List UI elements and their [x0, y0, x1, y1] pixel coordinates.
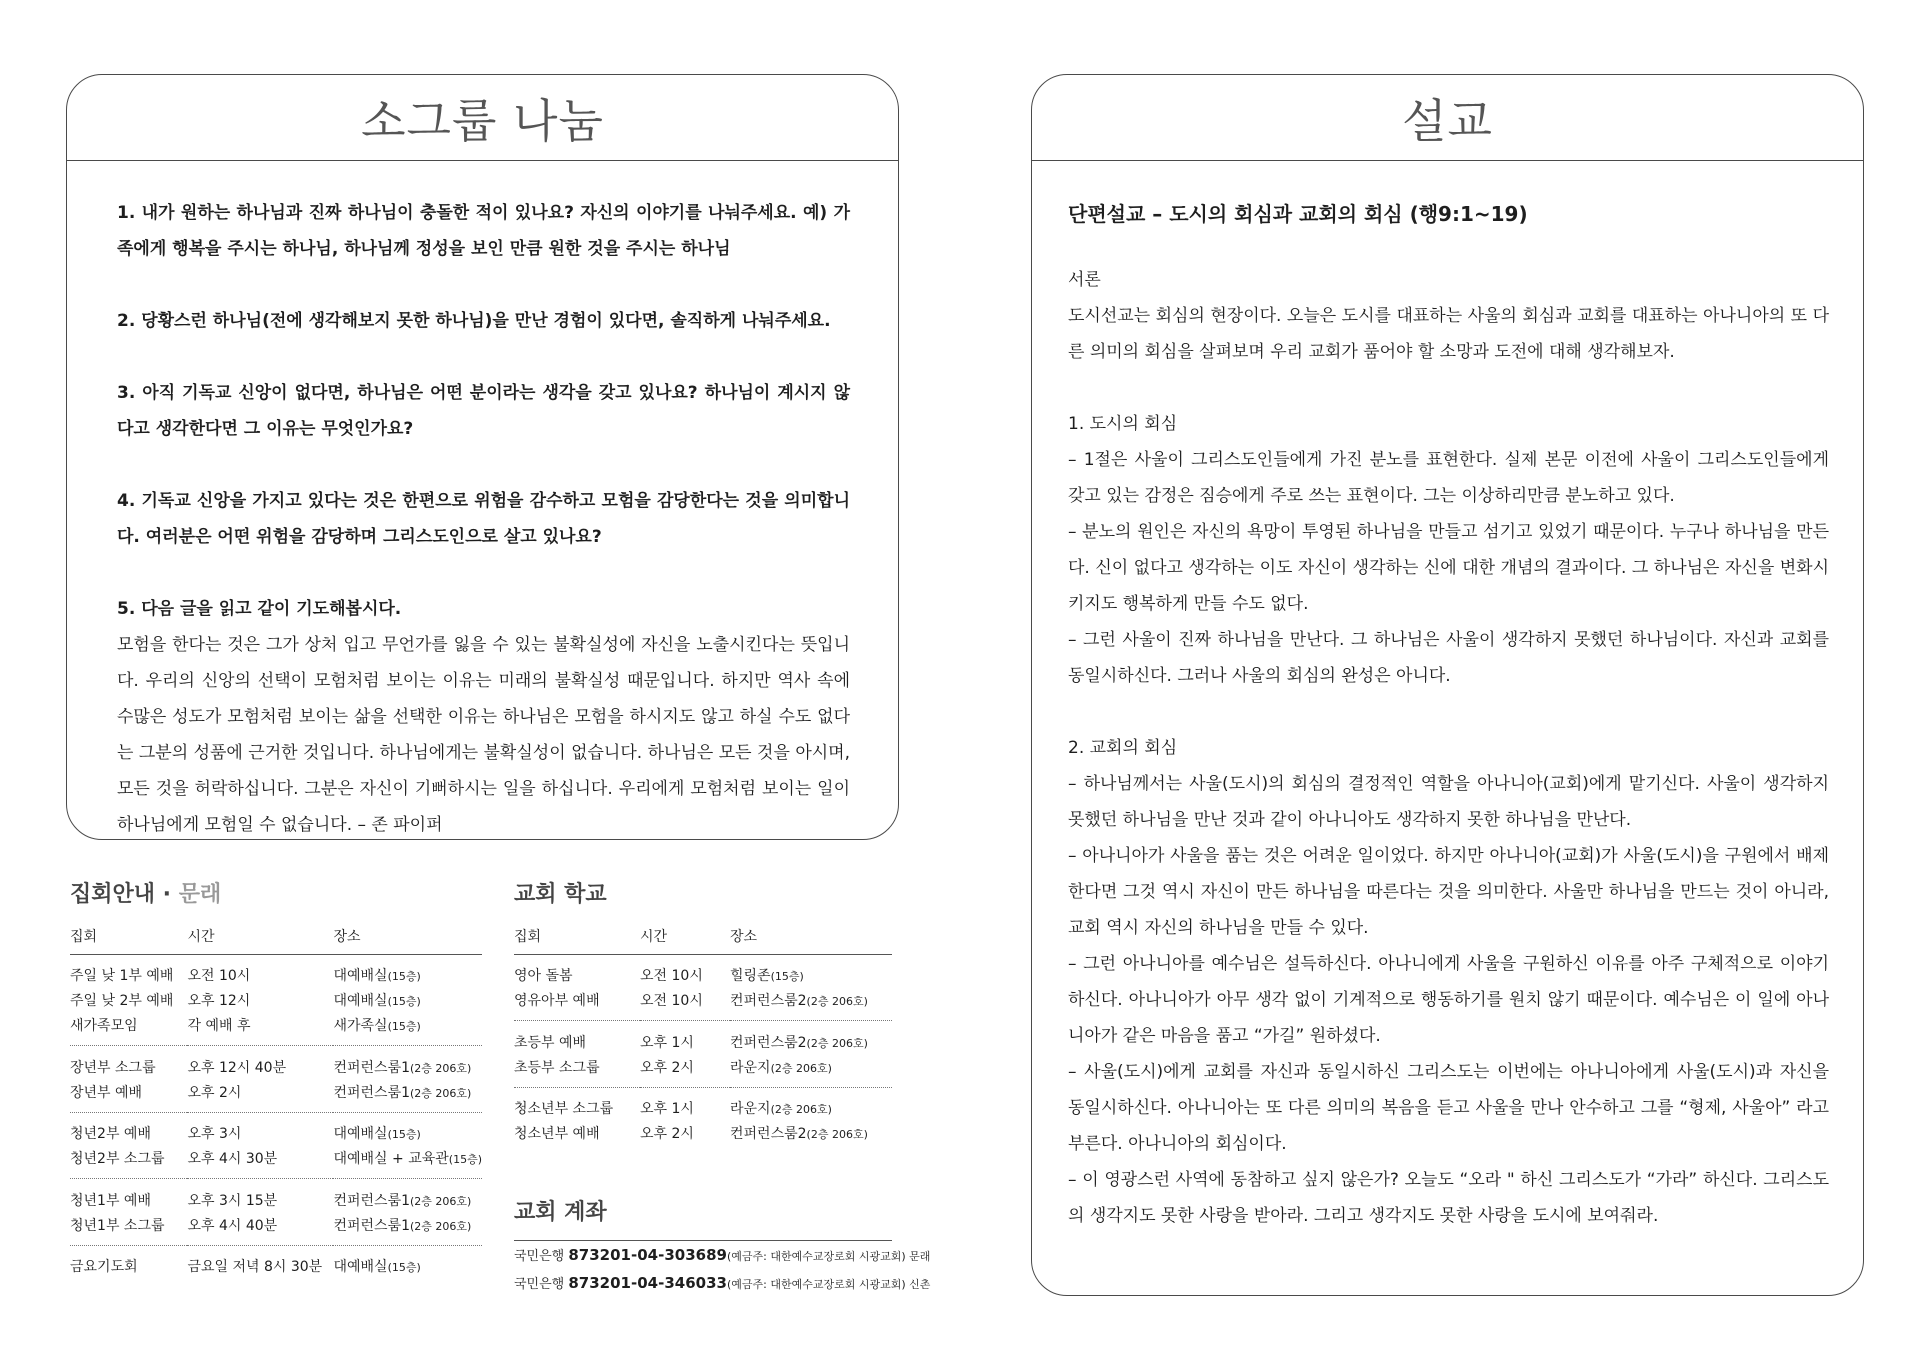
section-1-para-1: – 1절은 사울이 그리스도인들에게 가진 분노를 표현한다. 실제 본문 이전에 사울이 그리스도인들에게 갖고 있는 감정은 짐승에게 주로 쓰는 표현이다. 그는 이상하리만큼 분노하고 있다.	[1068, 450, 1829, 506]
meeting-info-location: 문래	[178, 882, 222, 907]
meeting-place: 컨퍼런스룸2(2층 206호)	[730, 1126, 868, 1142]
section-2-para-5: – 이 영광스런 사역에 동참하고 싶지 않은가? 오늘도 “오라 " 하신 그리스도가 “가라” 하신다. 그리스도의 생각지도 못한 사랑을 받아라. 그리고 생각지도 못한 사랑을 도시에 보여줘라.	[1068, 1170, 1829, 1226]
account-number: 873201-04-303689	[568, 1246, 727, 1264]
table-row	[514, 988, 892, 1013]
meeting-place: 대예배실(15층)	[333, 1259, 421, 1275]
section-2-para-1: – 하나님께서는 사울(도시)의 회심의 결정적인 역할을 아나니아(교회)에게 맡기신다. 사울이 생각하지 못했던 하나님을 만난 것과 같이 아나니아도 생각하지 못한 하나님을 만난다.	[1068, 774, 1829, 830]
meeting-info	[70, 877, 482, 1279]
meeting-name: 청년1부 소그룹	[70, 1217, 165, 1234]
meeting-name: 청년2부 예배	[70, 1126, 151, 1142]
meeting-name: 주일 낮 1부 예배	[70, 968, 174, 984]
meeting-name: 주일 낮 2부 예배	[70, 993, 174, 1009]
table-row	[70, 988, 482, 1013]
meeting-name: 초등부 예배	[514, 1034, 587, 1051]
meeting-place: 컨퍼런스룸1(2층 206호)	[333, 1084, 472, 1101]
meeting-name: 청년1부 예배	[70, 1192, 151, 1209]
small-group-header	[67, 75, 898, 161]
account-holder: (예금주: 대한예수교장로회 시광교회) 문래	[726, 1250, 931, 1263]
table-row	[70, 1146, 482, 1171]
col-header-meeting: 집회	[70, 922, 187, 955]
table-row	[70, 1121, 482, 1146]
sermon-body	[1032, 161, 1863, 1234]
meeting-place: 새가족실(15층)	[333, 1018, 421, 1034]
table-row	[70, 1054, 482, 1079]
meeting-place: 컨퍼런스룸2(2층 206호)	[730, 993, 868, 1009]
meeting-time: 오전 10시	[640, 968, 703, 984]
meeting-time: 오후 4시 30분	[187, 1151, 278, 1167]
small-group-panel	[66, 74, 899, 840]
meeting-info-title: 집회안내 · 문래	[70, 882, 222, 907]
prayer-quote: 모험을 한다는 것은 그가 상처 입고 무언가를 잃을 수 있는 불확실성에 자신을 노출시킨다는 뜻입니다. 우리의 신앙의 선택이 모험처럼 보이는 이유는 미래의 불확실성 때문입니다. 하지만 역사 속에 수많은 성도가 모험처럼 보이는 삶을 선택한 이유는 하나님은 모험을 하시지도 않고 하실 수도 없다는 그분의 성품에 근거한 것입니다. 하나님에게는 불확실성이 없습니다. 하나님은 모든 것을 아시며, 모든 것을 허락하십니다. 그분은 자신이 기뻐하시는 일을 하십니다. 우리에게 모험처럼 보이는 일이 하나님에게 모험일 수 없습니다. – 존 파이퍼	[117, 635, 850, 835]
church-school-title: 교회 학교	[514, 882, 607, 907]
meeting-place: 라운지(2층 206호)	[730, 1101, 832, 1117]
small-group-title: 소그룹 나눔	[361, 93, 604, 148]
meeting-place: 컨퍼런스룸2(2층 206호)	[730, 1034, 868, 1051]
sermon-panel	[1031, 74, 1864, 1296]
meeting-time: 오후 3시	[187, 1126, 242, 1142]
account-line-sinchon: 국민은행 873201-04-346033(예금주: 대한예수교장로회 시광교회) 신촌	[514, 1274, 931, 1292]
col-header-meeting: 집회	[514, 922, 640, 955]
meeting-name: 청년2부 소그룹	[70, 1151, 165, 1167]
table-row	[514, 1121, 892, 1146]
question-1: 1. 내가 원하는 하나님과 진짜 하나님이 충돌한 적이 있나요? 자신의 이야기를 나눠주세요. 예) 가족에게 행복을 주시는 하나님, 하나님께 정성을 보인 만큼 원한 것을 주시는 하나님	[117, 203, 850, 259]
meeting-time: 오전 10시	[640, 993, 703, 1009]
meeting-name: 장년부 예배	[70, 1084, 143, 1101]
table-row	[70, 1254, 482, 1279]
meeting-table-body	[70, 955, 482, 1279]
meeting-name: 금요기도회	[70, 1259, 138, 1275]
small-group-questions	[67, 161, 898, 840]
meeting-name: 청소년부 소그룹	[514, 1101, 614, 1117]
meeting-name: 청소년부 예배	[514, 1126, 600, 1142]
question-5: 5. 다음 글을 읽고 같이 기도해봅시다.	[117, 599, 402, 619]
meeting-time: 각 예배 후	[187, 1018, 251, 1034]
account-number: 873201-04-346033	[568, 1274, 727, 1292]
meeting-time: 오후 2시	[187, 1084, 242, 1101]
meeting-table	[70, 922, 482, 1279]
meeting-name: 장년부 소그룹	[70, 1059, 156, 1076]
meeting-name: 영아 돌봄	[514, 968, 573, 984]
meeting-time: 오후 12시 40분	[187, 1059, 287, 1076]
table-row	[514, 963, 892, 988]
col-header-place: 장소	[730, 922, 892, 955]
intro-heading: 서론	[1068, 270, 1101, 290]
church-school-table-body	[514, 955, 892, 1146]
sermon-header	[1032, 75, 1863, 161]
question-4: 4. 기독교 신앙을 가지고 있다는 것은 한편으로 위험을 감수하고 모험을 감당한다는 것을 의미합니다. 여러분은 어떤 위험을 감당하며 그리스도인으로 살고 있나요?	[117, 491, 850, 547]
question-3: 3. 아직 기독교 신앙이 없다면, 하나님은 어떤 분이라는 생각을 갖고 있나요? 하나님이 계시지 않다고 생각한다면 그 이유는 무엇인가요?	[117, 383, 850, 439]
meeting-place: 컨퍼런스룸1(2층 206호)	[333, 1192, 472, 1209]
intro-paragraph: 도시선교는 회심의 현장이다. 오늘은 도시를 대표하는 사울의 회심과 교회를 대표하는 아나니아의 또 다른 의미의 회심을 살펴보며 우리 교회가 품어야 할 소망과 도전에 대해 생각해보자.	[1068, 306, 1829, 362]
meeting-time: 오전 10시	[187, 968, 251, 984]
meeting-place: 대예배실(15층)	[333, 1126, 421, 1142]
section-1-heading: 1. 도시의 회심	[1068, 414, 1178, 434]
table-row	[514, 1029, 892, 1054]
meeting-place: 대예배실(15층)	[333, 968, 421, 984]
table-row	[70, 1187, 482, 1212]
meeting-place: 컨퍼런스룸1(2층 206호)	[333, 1217, 472, 1234]
meeting-place: 라운지(2층 206호)	[730, 1059, 832, 1076]
table-row	[514, 1054, 892, 1079]
table-row	[514, 1096, 892, 1121]
meeting-time: 금요일 저녁 8시 30분	[187, 1259, 323, 1275]
sermon-title: 설교	[1402, 93, 1493, 148]
question-2: 2. 당황스런 하나님(전에 생각해보지 못한 하나님)을 만난 경험이 있다면, 솔직하게 나눠주세요.	[117, 311, 831, 331]
meeting-time: 오후 3시 15분	[187, 1192, 278, 1209]
meeting-time: 오후 2시	[640, 1059, 694, 1076]
meeting-place: 대예배실 + 교육관(15층)	[333, 1151, 482, 1167]
meeting-name: 초등부 소그룹	[514, 1059, 600, 1076]
account-holder: (예금주: 대한예수교장로회 시광교회) 신촌	[726, 1278, 931, 1291]
section-2-para-2: – 아나니아가 사울을 품는 것은 어려운 일이었다. 하지만 아나니아(교회)가 사울(도시)을 구원에서 배제한다면 그것 역시 자신이 만든 하나님을 따른다는 것을 의미한다. 사울만 하나님을 만드는 것이 아니라, 교회 역시 자신의 하나님을 만들 수 있다.	[1068, 846, 1829, 938]
meeting-time: 오후 2시	[640, 1126, 694, 1142]
col-header-place: 장소	[333, 922, 482, 955]
meeting-time: 오후 12시	[187, 993, 251, 1009]
table-row	[70, 963, 482, 988]
section-2-heading: 2. 교회의 회심	[1068, 738, 1178, 758]
meeting-name: 새가족모임	[70, 1018, 138, 1034]
meeting-place: 컨퍼런스룸1(2층 206호)	[333, 1059, 472, 1076]
table-row	[70, 1079, 482, 1104]
sermon-headline: 단편설교 – 도시의 회심과 교회의 회심 (행9:1~19)	[1068, 202, 1528, 226]
church-account-title: 교회 계좌	[514, 1200, 607, 1225]
col-header-time: 시간	[640, 922, 730, 955]
meeting-place: 힐링존(15층)	[730, 968, 804, 984]
section-2-para-3: – 그런 아나니아를 예수님은 설득하신다. 아나니에게 사울을 구원하신 이유를 아주 구체적으로 이야기하신다. 아나니아가 아무 생각 없이 기계적으로 행동하기를 원치 않기 때문이다. 예수님은 이 일에 아나니아가 같은 마음을 품고 “가길” 원하셨다.	[1068, 954, 1829, 1046]
account-line-mullae: 국민은행 873201-04-303689(예금주: 대한예수교장로회 시광교회) 문래	[514, 1246, 931, 1264]
meeting-place: 대예배실(15층)	[333, 993, 421, 1009]
meeting-time: 오후 4시 40분	[187, 1217, 278, 1234]
church-school	[514, 877, 892, 1146]
table-row	[70, 1212, 482, 1237]
col-header-time: 시간	[187, 922, 333, 955]
section-1-para-3: – 그런 사울이 진짜 하나님을 만난다. 그 하나님은 사울이 생각하지 못했던 하나님이다. 자신과 교회를 동일시하신다. 그러나 사울의 회심의 완성은 아니다.	[1068, 630, 1829, 686]
table-row	[70, 1013, 482, 1038]
meeting-time: 오후 1시	[640, 1101, 694, 1117]
church-account	[514, 1195, 931, 1297]
church-school-table	[514, 922, 892, 1146]
meeting-time: 오후 1시	[640, 1034, 694, 1051]
section-2-para-4: – 사울(도시)에게 교회를 자신과 동일시하신 그리스도는 이번에는 아나니아에게 사울(도시)과 자신을 동일시하신다. 아나니아는 또 다른 의미의 복음을 듣고 사울을 만나 안수하고 그를 “형제, 사울아” 라고 부른다. 아나니아의 회심이다.	[1068, 1062, 1829, 1154]
section-1-para-2: – 분노의 원인은 자신의 욕망이 투영된 하나님을 만들고 섬기고 있었기 때문이다. 누구나 하나님을 만든다. 신이 없다고 생각하는 이도 자신이 생각하는 신에 대한 개념의 결과이다. 그 하나님은 자신을 변화시키지도 행복하게 만들 수도 없다.	[1068, 522, 1829, 614]
meeting-name: 영유아부 예배	[514, 993, 600, 1009]
